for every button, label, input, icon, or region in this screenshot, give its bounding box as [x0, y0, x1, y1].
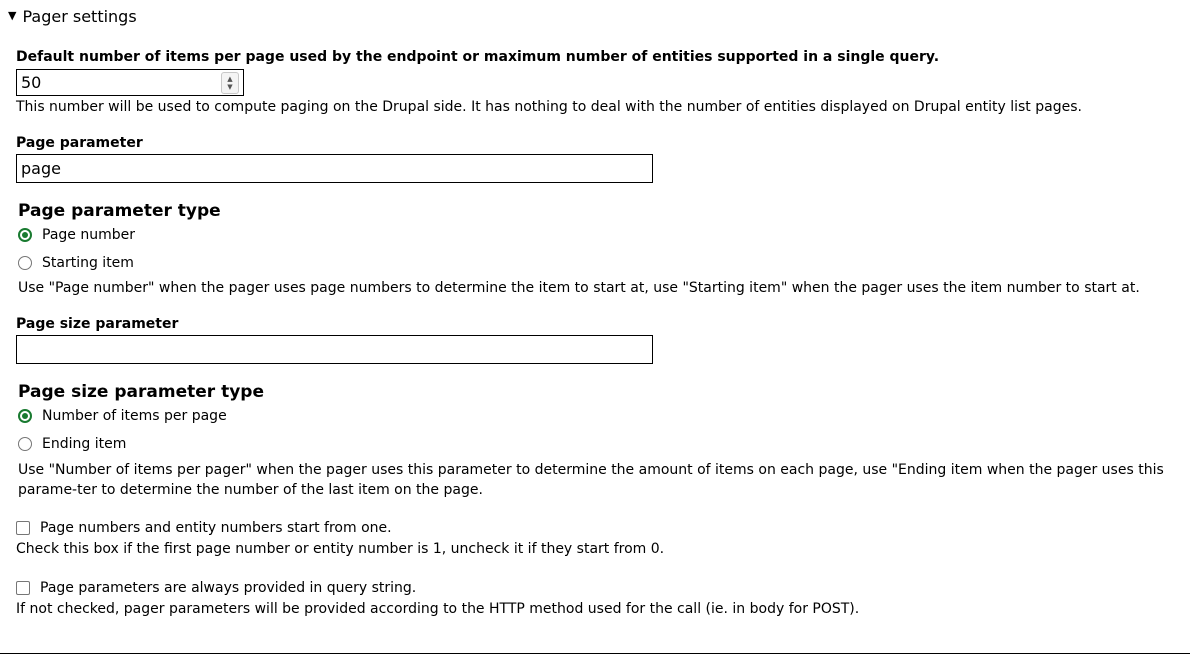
default-limit-description: This number will be used to compute paging on the Drupal side. It has nothing to deal with the number of entities displayed on Drupal entity list pages. — [16, 99, 1082, 115]
page-size-parameter-input[interactable] — [16, 335, 653, 364]
spinner-down-icon[interactable]: ▼ — [227, 82, 233, 91]
ending-item-label[interactable]: Ending item — [42, 436, 127, 452]
spinner-up-icon[interactable]: ▲ — [227, 74, 233, 83]
details-bottom-border — [0, 653, 1190, 654]
ending-item-radio[interactable] — [18, 437, 32, 451]
page-size-parameter-type-heading: Page size parameter type — [18, 382, 264, 402]
default-limit-value: 50 — [21, 73, 42, 92]
start-from-one-checkbox[interactable] — [16, 521, 30, 535]
page-parameter-type-description: Use "Page number" when the pager uses page numbers to determine the item to start at, use "Starting item" when the pager uses the item number to start at. — [18, 280, 1140, 296]
number-spinner[interactable] — [221, 72, 239, 94]
page-parameter-value: page — [21, 159, 61, 178]
default-limit-input[interactable] — [16, 69, 244, 96]
pager-settings-summary[interactable] — [8, 6, 137, 26]
page-parameter-input[interactable] — [16, 154, 653, 183]
page-parameter-label: Page parameter — [16, 135, 143, 151]
always-query-description: If not checked, pager parameters will be provided according to the HTTP method used for the call (ie. in body for POST). — [16, 601, 860, 617]
pager-settings-title: Pager settings — [22, 6, 137, 26]
default-limit-label: Default number of items per page used by the endpoint or maximum number of entities supported in a single query. — [16, 49, 940, 65]
page-parameter-type-heading: Page parameter type — [18, 201, 221, 221]
starting-item-label[interactable]: Starting item — [42, 255, 134, 271]
always-query-label[interactable]: Page parameters are always provided in query string. — [40, 580, 417, 596]
starting-item-radio[interactable] — [18, 256, 32, 270]
items-per-page-radio[interactable] — [18, 409, 32, 423]
start-from-one-label[interactable]: Page numbers and entity numbers start from one. — [40, 520, 392, 536]
triangle-down-icon: ▼ — [8, 8, 17, 22]
start-from-one-description: Check this box if the first page number or entity number is 1, uncheck it if they start from 0. — [16, 541, 665, 557]
page-number-radio[interactable] — [18, 228, 32, 242]
always-query-checkbox[interactable] — [16, 581, 30, 595]
page-number-label[interactable]: Page number — [42, 227, 135, 243]
page-size-parameter-type-description: Use "Number of items per pager" when the pager uses this parameter to determine the amount of items on each page, use "Ending item when the pager uses this parame-ter to determine the number of the last item on the page. — [18, 462, 1164, 498]
items-per-page-label[interactable]: Number of items per page — [42, 408, 227, 424]
page-size-parameter-label: Page size parameter — [16, 316, 179, 332]
